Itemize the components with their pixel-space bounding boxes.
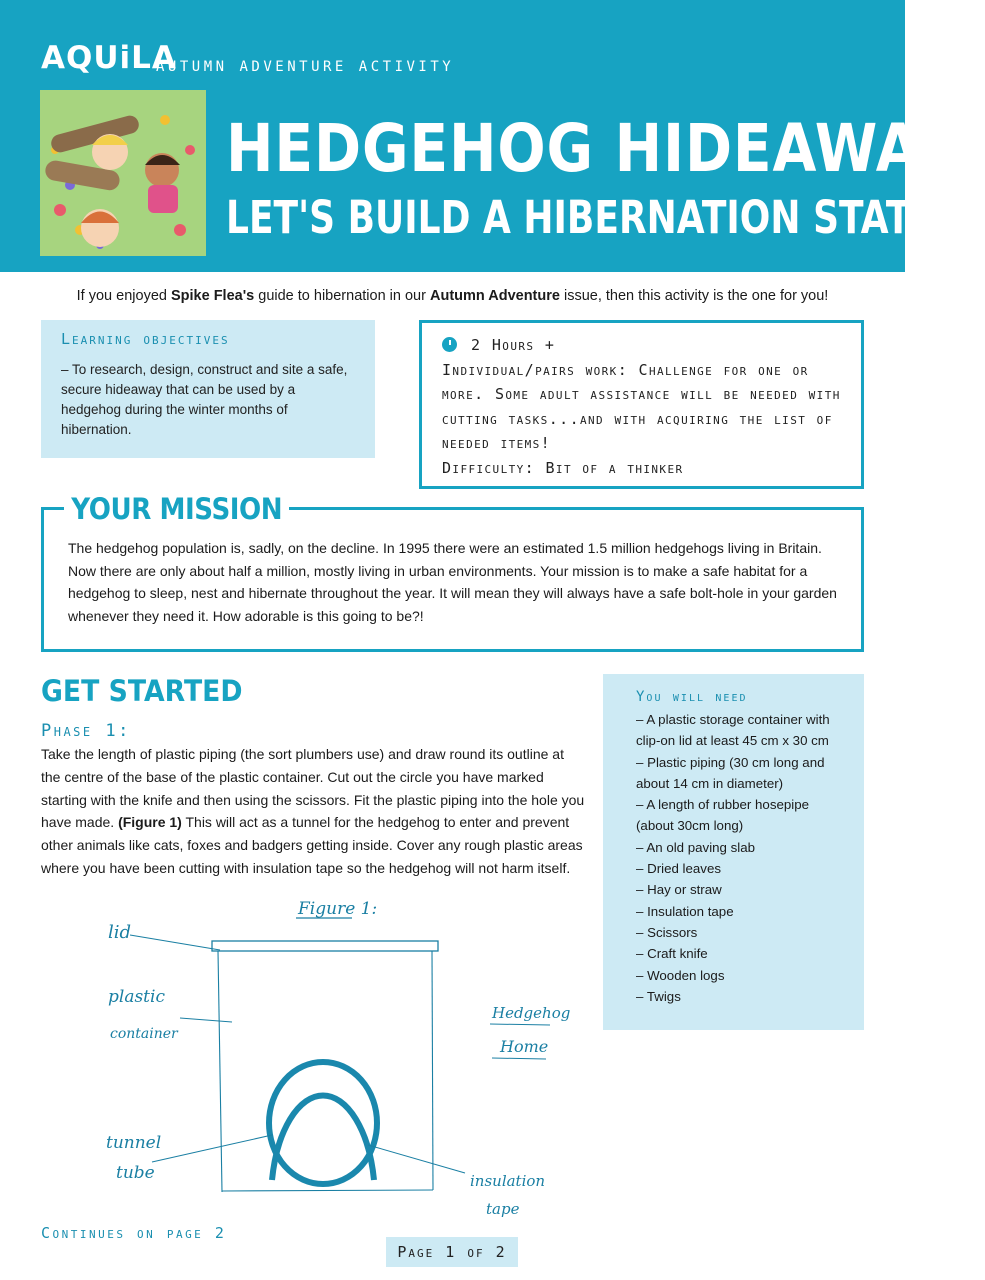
mission-title: YOUR MISSION [64, 492, 289, 526]
main-title: HEDGEHOG HIDEAWAY [226, 110, 958, 187]
list-item: – Dried leaves [636, 861, 721, 877]
mission-text: The hedgehog population is, sadly, on the decline. In 1995 there were an estimated 1.5 million hedgehogs living in Britain. Now there are only about half a million, mostly living in urban environments. Your mission is to make a safe habitat for a hedgehog to sleep, nest and hibernate throughout the year. It will mean they will always have a safe bolt-hole in your garden whenever they need it. How adorable is this going to be?! [68, 540, 837, 624]
brand-logo: AQUiLA [41, 40, 177, 76]
figure-reference: (Figure 1) [118, 814, 182, 831]
learning-objectives-box [41, 320, 375, 458]
intro-bold-spike: Spike Flea's [170, 288, 255, 304]
figure-title: Figure 1: [298, 899, 378, 919]
list-item: – A length of rubber hosepipe (about 30cm long) [636, 797, 809, 834]
intro-bold-issue: Autumn Adventure [429, 288, 560, 304]
label-plastic: plastic [108, 987, 165, 1007]
intro-line [0, 288, 905, 304]
list-item: – A plastic storage container with clip-on lid at least 45 cm x 30 cm [636, 712, 830, 749]
learning-objectives-text: – To research, design, construct and site a safe, secure hideaway that can be used by a hedgehog during the winter months of hibernation. [61, 362, 348, 437]
main-subtitle: LET'S BUILD A HIBERNATION STATION [226, 191, 985, 244]
difficulty-text: Difficulty: Bit of a thinker [442, 458, 684, 477]
lid-shape [212, 941, 438, 951]
phase-text [41, 743, 586, 880]
clock-icon [442, 337, 457, 352]
work-text: Individual/pairs work: Challenge for one or more. Some adult assistance will be needed with cutting tasks...and with acquiring the list of needed items! [442, 360, 841, 452]
label-insulation: insulation [470, 1172, 546, 1190]
duration-text: 2 Hours + [471, 336, 556, 354]
intro-text-end: issue, then this activity is the one for you! [559, 288, 829, 304]
list-item: – Twigs [636, 988, 681, 1004]
phase-heading: Phase 1: [41, 721, 131, 741]
list-item: – Hay or straw [636, 882, 722, 898]
intro-text-mid: guide to hibernation in our [254, 288, 430, 304]
learning-objectives-title: Learning objectives [61, 330, 230, 348]
label-container: container [110, 1026, 178, 1042]
continues-note: Continues on page 2 [41, 1224, 227, 1242]
label-tunnel: tunnel [106, 1133, 162, 1153]
needs-list [636, 709, 850, 1007]
list-item: – Wooden logs [636, 967, 725, 983]
figure-1-diagram [60, 880, 571, 1225]
phase-text-part2: This will act as a tunnel for the hedgehog to enter and prevent other animals like cats, foxes and badgers getting inside. Cover any rough plastic areas where you have been cutting with insulation tape so the hedgehog will not harm itself. [41, 814, 583, 876]
illustration-badge [40, 90, 206, 256]
mission-box [41, 492, 864, 652]
brand-subtitle: AUTUMN ADVENTURE ACTIVITY [156, 59, 455, 75]
you-will-need-title: You will need [636, 689, 748, 705]
children-illustration [40, 90, 206, 256]
label-hedgehog: Hedgehog [492, 1004, 571, 1022]
list-item: – Plastic piping (30 cm long and about 14 cm in diameter) [636, 754, 825, 791]
intro-text: If you enjoyed [76, 288, 171, 304]
label-lid: lid [108, 922, 132, 943]
get-started-title: GET STARTED [41, 674, 243, 708]
list-item: – Craft knife [636, 946, 708, 962]
you-will-need-box [603, 674, 864, 1030]
page-indicator: Page 1 of 2 [386, 1237, 518, 1267]
list-item: – An old paving slab [636, 839, 756, 855]
duration-row [442, 333, 841, 358]
label-home: Home [500, 1037, 549, 1056]
header-banner [0, 0, 985, 272]
phase-text-part1: Take the length of plastic piping (the sort plumbers use) and draw round its outline at the centre of the base of the plastic container. Cut out the circle you have marked starting with the knife and then using the scissors. Fit the plastic piping into the hole you have made. [41, 746, 585, 831]
list-item: – Insulation tape [636, 903, 734, 919]
activity-info-box [419, 320, 864, 489]
list-item: – Scissors [636, 924, 698, 940]
label-tube: tube [116, 1163, 155, 1183]
label-tape: tape [486, 1200, 520, 1218]
